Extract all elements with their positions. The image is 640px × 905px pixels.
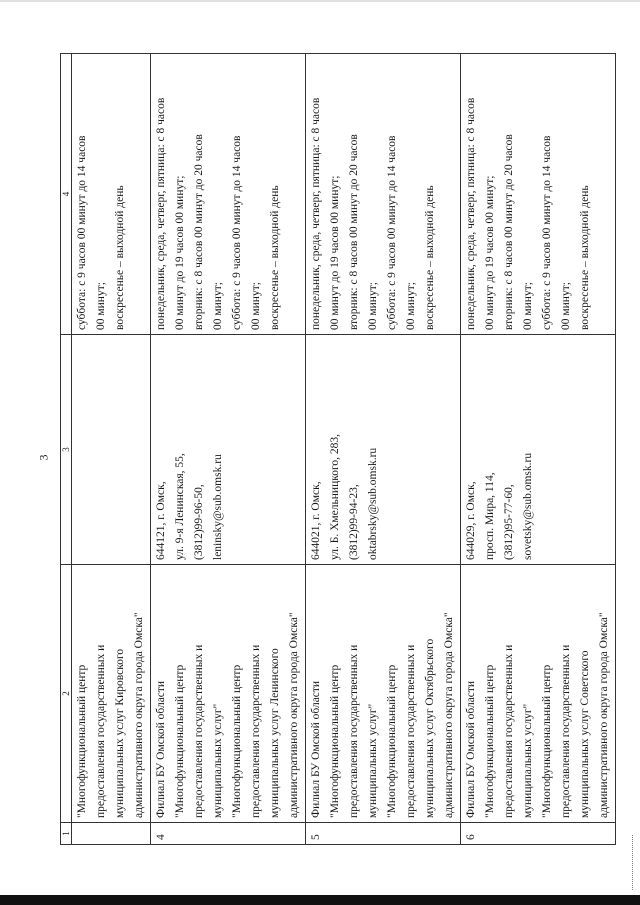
center-address-line: (3812)99-94-23, [348,484,360,560]
working-hours-line: вторник: с 8 часов 00 минут до 20 часов [348,134,360,330]
scan-bottom-edge [0,895,640,905]
working-hours [72,54,151,335]
working-hours-line: воскресенье – выходной день [424,185,436,330]
center-address-line: sovetsky@sub.omsk.ru [522,452,534,560]
center-name-line: Филиал БУ Омской области [310,680,322,818]
center-name-line: муниципальных услуг Советского [579,650,591,818]
center-address [306,335,461,565]
center-name-line: муниципальных услуг Октябрьского [424,638,436,818]
center-name-line: административного округа города Омска" [288,612,300,818]
center-address-line: 644029, г. Омск, [465,481,477,560]
working-hours-line: понедельник, среда, четверг, пятница: с 8 часов [310,97,322,330]
header-cell: 3 [61,335,72,565]
center-name-line: предоставления государственных и [503,644,515,818]
center-address [72,335,151,565]
rotated-page [60,54,620,845]
center-address-line: ул. Б. Хмельницкого, 283, [329,433,341,560]
working-hours [461,54,616,335]
center-name-line: административного округа города Омска" [443,612,455,818]
working-hours [151,54,306,335]
header-cell: 4 [61,54,72,335]
center-name-line: "Многофункциональный центр [76,664,88,818]
center-name-line: "Многофункциональный центр [174,664,186,818]
table-row [151,54,306,845]
center-address [461,335,616,565]
center-name-line: предоставления государственных и [348,644,360,818]
center-address-line: leninsky@sub.omsk.ru [212,454,224,560]
center-address-line: oktabrsky@sub.omsk.ru [367,447,379,560]
center-address-line: ул. 9-я Ленинская, 55, [174,453,186,560]
center-address-line: просп. Мира, 114, [484,472,496,560]
center-address-line: 644121, г. Омск, [155,481,167,560]
working-hours-line: 00 минут до 19 часов 00 минут; [174,175,186,330]
center-name-line: муниципальных услуг Ленинского [269,648,281,818]
mfc-table [60,53,616,845]
center-name-line: административного округа города Омска" [598,612,610,818]
working-hours-line: суббота: с 9 часов 00 минут до 14 часов [386,135,398,330]
center-name-line: муниципальных услуг" [522,703,534,818]
working-hours-line: воскресенье – выходной день [579,185,591,330]
working-hours-line: 00 минут; [250,282,262,330]
working-hours [306,54,461,335]
working-hours-line: воскресенье – выходной день [114,185,126,330]
working-hours-line: суббота: с 9 часов 00 минут до 14 часов [76,135,88,330]
center-address-line: (3812)95-77-60, [503,484,515,560]
center-address-line: (3812)99-96-50, [193,484,205,560]
working-hours-line: 00 минут до 19 часов 00 минут; [484,175,496,330]
center-name-line: "Многофункциональный центр [484,664,496,818]
table-row [306,54,461,845]
header-row [61,54,72,845]
working-hours-line: понедельник, среда, четверг, пятница: с 8 часов [465,97,477,330]
center-name-line: предоставления государственных и [193,644,205,818]
scan-artifact [632,835,635,890]
center-name-line: предоставления государственных и [405,644,417,818]
working-hours-line: суббота: с 9 часов 00 минут до 14 часов [541,135,553,330]
working-hours-line: воскресенье – выходной день [269,185,281,330]
working-hours-line: 00 минут до 19 часов 00 минут; [329,175,341,330]
working-hours-line: 00 минут; [212,282,224,330]
center-name-line: "Многофункциональный центр [231,664,243,818]
center-name-line: предоставления государственных и [250,644,262,818]
working-hours-line: вторник: с 8 часов 00 минут до 20 часов [503,134,515,330]
center-name-line: "Многофункциональный центр [386,664,398,818]
center-name-line: Филиал БУ Омской области [465,680,477,818]
center-name-line: "Многофункциональный центр [329,664,341,818]
scan-edge [0,0,640,2]
center-address [151,335,306,565]
center-name-line: муниципальных услуг" [367,703,379,818]
center-name [151,565,306,823]
center-name-line: "Многофункциональный центр [541,664,553,818]
working-hours-line: 00 минут; [95,282,107,330]
header-cell: 1 [61,823,72,845]
working-hours-line: понедельник, среда, четверг, пятница: с 8 часов [155,97,167,330]
center-name-line: предоставления государственных и [95,644,107,818]
center-name [72,565,151,823]
center-address-line: 644021, г. Омск, [310,481,322,560]
row-number: 6 [461,823,616,845]
working-hours-line: 00 минут; [560,282,572,330]
table-row [461,54,616,845]
header-cell: 2 [61,565,72,823]
working-hours-line: 00 минут; [405,282,417,330]
table-row [72,54,151,845]
center-name-line: муниципальных услуг" [212,703,224,818]
center-name [461,565,616,823]
center-name-line: муниципальных услуг Кировского [114,648,126,818]
center-name [306,565,461,823]
center-name-line: административного округа города Омска" [133,612,145,818]
page-number: 3 [36,454,51,461]
center-name-line: Филиал БУ Омской области [155,680,167,818]
working-hours-line: суббота: с 9 часов 00 минут до 14 часов [231,135,243,330]
row-number: 5 [306,823,461,845]
row-number: 4 [151,823,306,845]
working-hours-line: 00 минут; [367,282,379,330]
working-hours-line: вторник: с 8 часов 00 минут до 20 часов [193,134,205,330]
center-name-line: предоставления государственных и [560,644,572,818]
working-hours-line: 00 минут; [522,282,534,330]
row-number [72,823,151,845]
table-container [60,54,620,845]
